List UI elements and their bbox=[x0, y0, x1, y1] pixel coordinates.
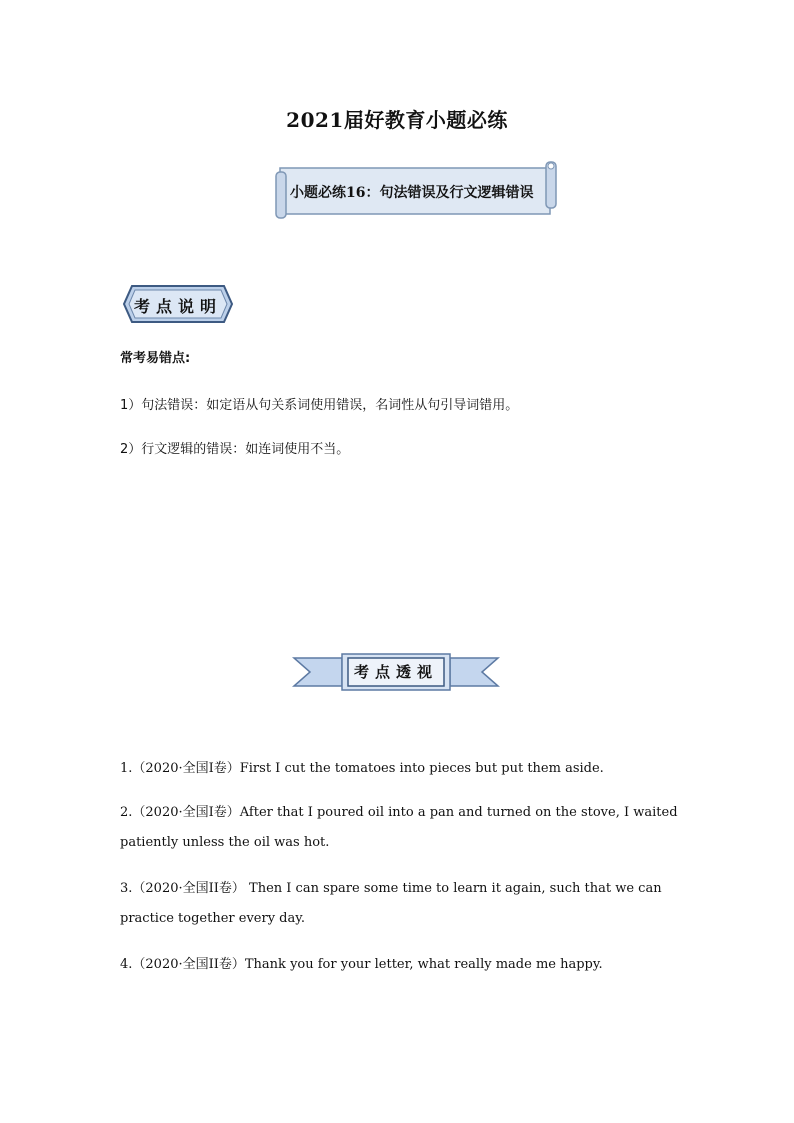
section-heading: 常考易错点: bbox=[120, 351, 191, 366]
ribbon-label: 考点透视 bbox=[353, 663, 438, 681]
question-item: 4.（2020·全国II卷）Thank you for your letter, what really made me happy. bbox=[120, 957, 603, 972]
page-title: 2021届好教育小题必练 bbox=[286, 108, 508, 132]
scroll-banner bbox=[272, 160, 560, 222]
ribbon-kaodian-toushi bbox=[292, 650, 500, 694]
question-item: 3.（2020·全国II卷） Then I can spare some time to learn it again, such that we can practice together every day. bbox=[120, 881, 662, 926]
question-item: 2.（2020·全国Ⅰ卷）After that I poured oil into a pan and turned on the stove, I waited patiently unless the oil was hot. bbox=[120, 805, 678, 850]
badge-label: 考点说明 bbox=[133, 297, 222, 316]
scroll-label: 小题必练16：句法错误及行文逻辑错误 bbox=[290, 185, 534, 201]
point-item: 2）行文逻辑的错误：如连词使用不当。 bbox=[120, 442, 350, 457]
question-item: 1.（2020·全国Ⅰ卷）First I cut the tomatoes into pieces but put them aside. bbox=[120, 761, 604, 776]
badge-kaodian-shuoming bbox=[122, 284, 234, 324]
point-item: 1）句法错误：如定语从句关系词使用错误，名词性从句引导词错用。 bbox=[120, 398, 519, 413]
